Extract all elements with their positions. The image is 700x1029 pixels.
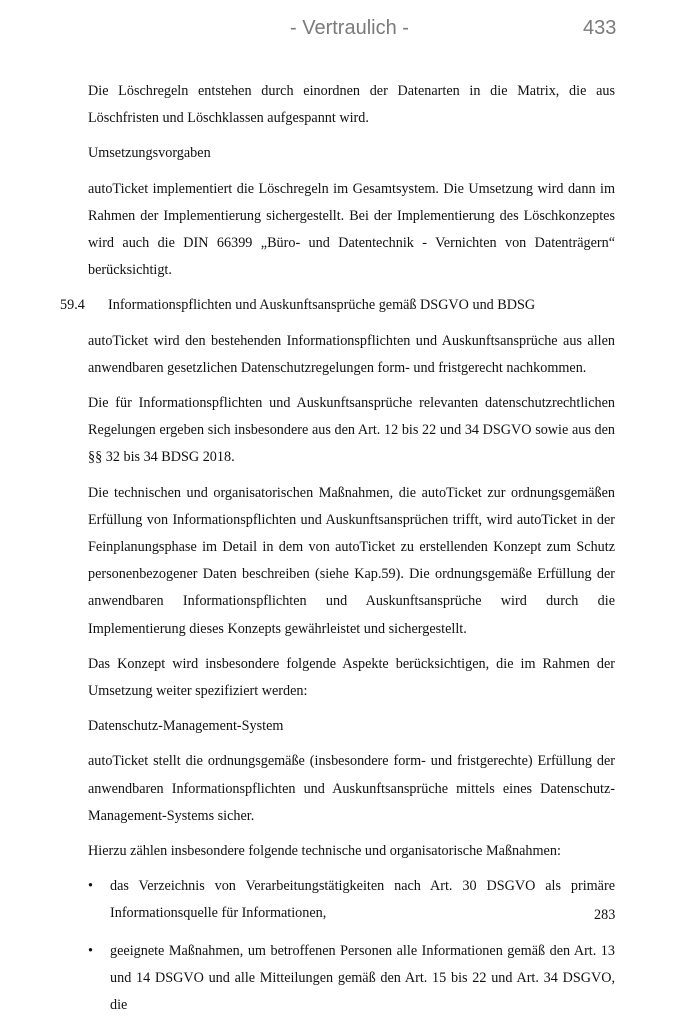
subheading-umsetzungsvorgaben: Umsetzungsvorgaben xyxy=(88,145,211,162)
paragraph: Das Konzept wird insbesondere folgende Aspekte berücksichtigen, die im Rahmen der Umsetzung weiter spezifiziert werden: xyxy=(88,655,615,700)
list-item xyxy=(88,938,615,1020)
subheading-datenschutz-management-system: Datenschutz-Management-System xyxy=(88,718,284,735)
list-item-text: das Verzeichnis von Verarbeitungstätigkeiten nach Art. 30 DSGVO als primäre Informationsquelle für Informationen, xyxy=(110,878,615,922)
paragraph: autoTicket implementiert die Löschregeln im Gesamtsystem. Die Umsetzung wird dann im Rahmen der Implementierung sichergestellt. Bei der Implementierung des Löschkonzeptes wird auch die DIN 66399 „Büro- und Datentechnik - Vernichten von Datenträgern“ berücksichtigt. xyxy=(88,180,615,279)
paragraph: Die Löschregeln entstehen durch einordnen der Datenarten in die Matrix, die aus Löschfristen und Löschklassen aufgespannt wird. xyxy=(88,83,615,127)
section-heading xyxy=(60,292,615,319)
list-item xyxy=(88,873,615,927)
section-title: Informationspflichten und Auskunftsansprüche gemäß DSGVO und BDSG xyxy=(108,297,536,314)
footer-page-number: 283 xyxy=(594,907,616,923)
header-page-number: 433 xyxy=(583,17,617,39)
paragraph: Die technischen und organisatorischen Maßnahmen, die autoTicket zur ordnungsgemäßen Erfüllung von Informationspflichten und Auskunftsansprüchen trifft, wird autoTicket in der Feinplanungsphase im Detail in dem von autoTicket zu erstellenden Konzept zum Schutz personenbezogener Daten beschreiben (siehe Kap.59). Die ordnungsgemäße Erfüllung der anwendbaren Informationspflichten und Auskunftsansprüche wird durch die Implementierung dieses Konzepts gewährleistet und sichergestellt. xyxy=(88,484,615,637)
bullet-icon: • xyxy=(88,878,93,895)
page-content xyxy=(60,78,615,1029)
paragraph: Hierzu zählen insbesondere folgende technische und organisatorische Maßnahmen: xyxy=(88,843,561,860)
confidential-header: - Vertraulich - xyxy=(290,17,409,39)
list-item-text: geeignete Maßnahmen, um betroffenen Personen alle Informationen gemäß den Art. 13 und 14 DSGVO und alle Mitteilungen gemäß den Art. 15 bis 22 und Art. 34 DSGVO, die xyxy=(110,942,615,1014)
paragraph: autoTicket wird den bestehenden Informationspflichten und Auskunftsansprüche aus allen anwendbaren gesetzlichen Datenschutzregelungen form- und fristgerecht nachkommen. xyxy=(88,332,615,376)
paragraph: Die für Informationspflichten und Auskunftsansprüche relevanten datenschutzrechtlichen Regelungen ergeben sich insbesondere aus den Art. 12 bis 22 und 34 DSGVO sowie aus den §§ 32 bis 34 BDSG 2018. xyxy=(88,395,615,466)
bullet-list xyxy=(88,873,615,1019)
paragraph: autoTicket stellt die ordnungsgemäße (insbesondere form- und fristgerechte) Erfüllung der anwendbaren Informationspflichten und Auskunftsansprüche mittels eines Datenschutz-Management-Systems sicher. xyxy=(88,753,615,824)
section-number: 59.4 xyxy=(60,297,85,314)
bullet-icon: • xyxy=(88,942,93,959)
